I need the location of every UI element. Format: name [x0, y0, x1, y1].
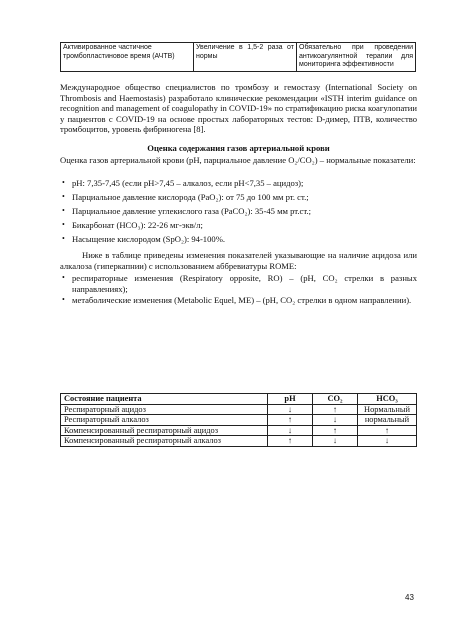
- gas-intro-paragraph: Оценка газов артериальной крови (pH, парциальное давление O₂/CO₂) – нормальные показатели:: [60, 155, 416, 165]
- table-cell: Компенсированный респираторный ацидоз: [61, 425, 268, 436]
- list-item: [60, 234, 417, 245]
- arrow-down-icon: ↓: [313, 436, 358, 447]
- list-item: [60, 220, 417, 231]
- table-cell: Увеличение в 1,5-2 раза от нормы: [194, 43, 297, 72]
- table-cell: Компенсированный респираторный алкалоз: [61, 436, 268, 447]
- arrow-down-icon: ↓: [268, 404, 313, 415]
- rome-paragraph: Ниже в таблице приведены изменения показателей указывающие на наличие ацидоза или алкалоза (гиперкапнии) с использованием аббревиатуры ROME:: [60, 250, 417, 271]
- arrow-up-icon: ↑: [313, 404, 358, 415]
- list-item-text: pH: 7,35-7,45 (если pH>7,45 – алкалоз, если pH<7,35 – ацидоз);: [72, 178, 304, 188]
- bullet-icon: •: [62, 178, 65, 187]
- bullet-icon: •: [62, 206, 65, 216]
- list-item-text: метаболические изменения (Metabolic Equel, ME) – (pH, CO₂ стрелки в одном направлении).: [72, 295, 412, 306]
- table-header: CO₂: [313, 394, 358, 405]
- list-item: [60, 192, 417, 203]
- arrow-down-icon: ↓: [268, 425, 313, 436]
- gas-norms-list: [60, 178, 417, 245]
- table-cell: Респираторный ацидоз: [61, 404, 268, 415]
- table-row: [61, 415, 417, 426]
- table-row: [61, 425, 417, 436]
- list-item: [60, 273, 417, 294]
- table-cell: Нормальный: [358, 404, 417, 415]
- list-item-text: Парциальное давление углекислого газа (PaCO₂): 35-45 мм рт.ст.;: [72, 206, 311, 217]
- table-row: [61, 436, 417, 447]
- bullet-icon: •: [62, 234, 65, 244]
- arrow-up-icon: ↑: [358, 425, 417, 436]
- table-header-row: [61, 394, 417, 405]
- coagulation-table: [60, 42, 416, 72]
- table-cell: Активированное частичное тромбопластиновое время (АЧТВ): [61, 43, 194, 72]
- table-header: Состояние пациента: [61, 394, 268, 405]
- arrow-up-icon: ↑: [313, 425, 358, 436]
- section-heading: Оценка содержания газов артериальной крови: [147, 143, 330, 153]
- rome-list: [60, 273, 417, 306]
- table-header: pH: [268, 394, 313, 405]
- table-header: HCO₃: [358, 394, 417, 405]
- list-item: [60, 206, 417, 217]
- list-item-text: Насыщение кислородом (SpO₂): 94-100%.: [72, 234, 226, 245]
- table-row: [61, 43, 416, 72]
- list-item-text: Бикарбонат (HCO₃): 22-26 мг-экв/л;: [72, 220, 203, 231]
- arrow-up-icon: ↑: [268, 415, 313, 426]
- list-item-text: Парциальное давление кислорода (PaO₂): от 75 до 100 мм рт. ст.;: [72, 192, 309, 203]
- intro-paragraph: Международное общество специалистов по тромбозу и гемостазу (International Society on Thrombosis and Haemostasis) разработало клинические рекомендации «ISTH interim guidance on recognition and management of coagulopathy in COVID-19» по стратификацию риска коагулопатии у пациентов с COVID-19 на основе простых лабораторных тестов: D-димер, ПТВ, количество тромбоцитов, уровень фибриногена [8].: [60, 82, 417, 135]
- table-cell: Респираторный алкалоз: [61, 415, 268, 426]
- arrow-up-icon: ↑: [268, 436, 313, 447]
- bullet-icon: •: [62, 220, 65, 230]
- table-cell: нормальный: [358, 415, 417, 426]
- acid-base-table: [60, 393, 417, 447]
- list-item: [60, 295, 417, 306]
- table-row: [61, 404, 417, 415]
- bullet-icon: •: [62, 192, 65, 202]
- table-cell: Обязательно при проведении антикоагулянтной терапии для мониторинга эффективности: [297, 43, 416, 72]
- bullet-icon: •: [62, 295, 65, 305]
- list-item: [60, 178, 417, 189]
- list-item-text: респираторные изменения (Respiratory opposite, RO) – (pH, CO₂ стрелки в разных направлениях);: [72, 273, 417, 294]
- page-number: 43: [405, 593, 414, 602]
- bullet-icon: •: [62, 273, 65, 282]
- arrow-down-icon: ↓: [313, 415, 358, 426]
- arrow-down-icon: ↓: [358, 436, 417, 447]
